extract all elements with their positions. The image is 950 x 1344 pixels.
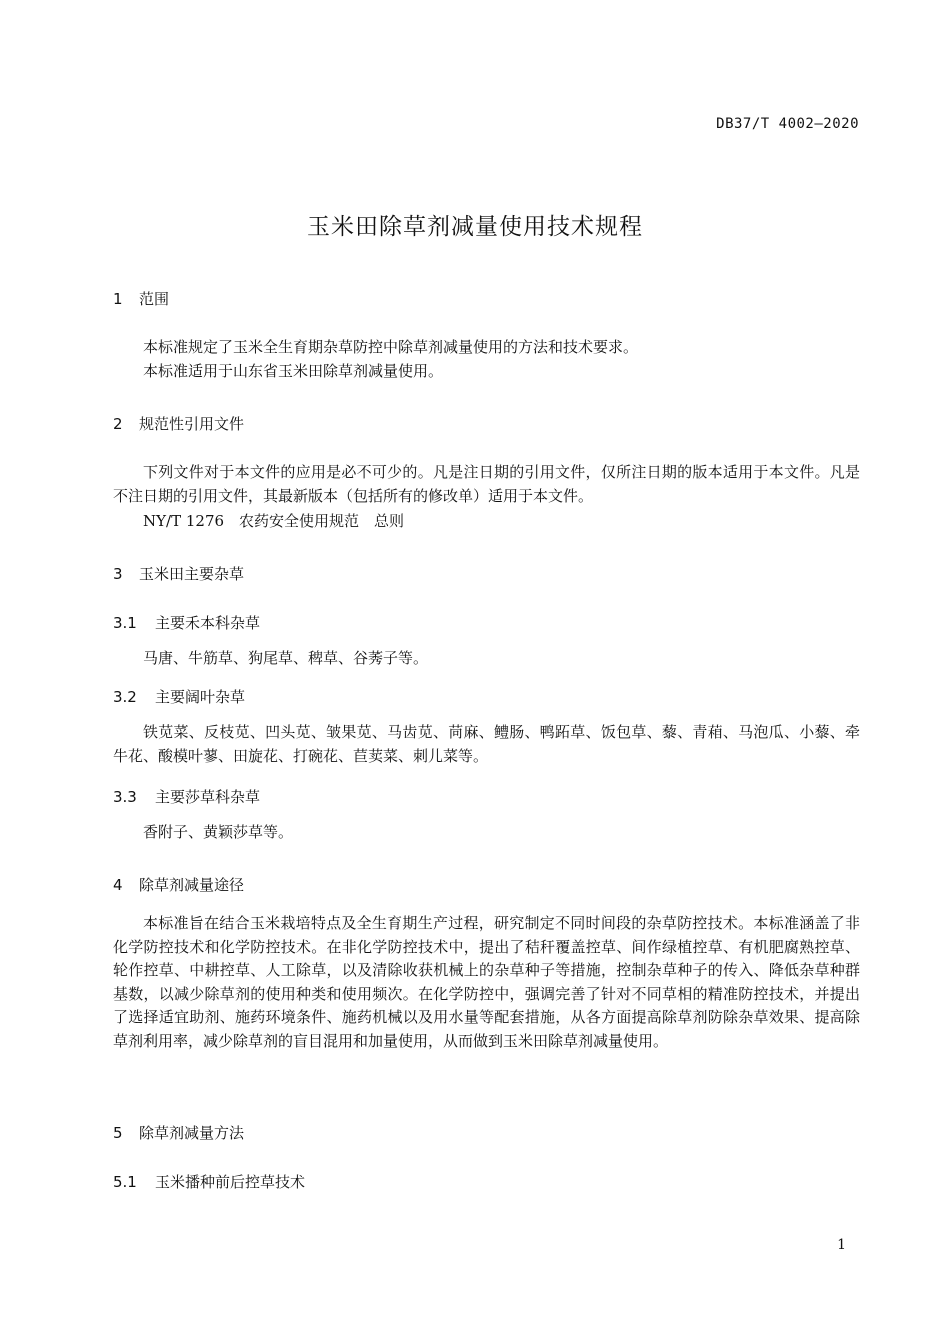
subsection-title: 主要禾本科杂草 [155, 614, 261, 632]
subsection-number: 3.3 [113, 788, 137, 806]
subsection-title: 主要阔叶杂草 [155, 688, 246, 706]
section-3-heading [113, 563, 244, 584]
paragraph: 铁苋菜、反枝苋、凹头苋、皱果苋、马齿苋、苘麻、鳢肠、鸭跖草、饭包草、藜、青葙、马泡瓜、小藜、牵牛花、酸模叶蓼、田旋花、打碗花、苣荬菜、刺儿菜等。 [113, 723, 860, 765]
section-5-heading [113, 1122, 244, 1143]
section-1-heading [113, 288, 169, 309]
document-title: 玉米田除草剂减量使用技术规程 [307, 214, 643, 240]
normative-reference: NY/T 1276 农药安全使用规范 总则 [143, 512, 405, 530]
section-4-heading [113, 874, 244, 895]
section-title: 玉米田主要杂草 [139, 565, 245, 583]
subsection-number: 5.1 [113, 1173, 137, 1191]
paragraph: 香附子、黄颖莎草等。 [143, 823, 294, 841]
subsection-3-3-heading [113, 786, 260, 807]
section-title: 除草剂减量方法 [139, 1124, 245, 1142]
subsection-number: 3.1 [113, 614, 137, 632]
subsection-5-1-heading [113, 1171, 305, 1192]
section-2-heading [113, 413, 244, 434]
subsection-3-2-heading [113, 686, 245, 707]
subsection-3-1-heading [113, 612, 260, 633]
section-number: 4 [113, 876, 123, 894]
paragraph: 马唐、牛筋草、狗尾草、稗草、谷莠子等。 [143, 649, 429, 667]
section-number: 1 [113, 290, 123, 308]
page-number: 1 [837, 1237, 846, 1253]
section-number: 2 [113, 415, 123, 433]
subsection-number: 3.2 [113, 688, 137, 706]
section-number: 3 [113, 565, 123, 583]
paragraph: 下列文件对于本文件的应用是必不可少的。凡是注日期的引用文件，仅所注日期的版本适用于本文件。凡是不注日期的引用文件，其最新版本（包括所有的修改单）适用于本文件。 [113, 463, 860, 505]
paragraph: 本标准旨在结合玉米栽培特点及全生育期生产过程，研究制定不同时间段的杂草防控技术。本标准涵盖了非化学防控技术和化学防控技术。在非化学防控技术中，提出了秸秆覆盖控草、间作绿植控草、有机肥腐熟控草、轮作控草、中耕控草、人工除草，以及清除收获机械上的杂草种子等措施，控制杂草种子的传入、降低杂草种群基数，以减少除草剂的使用种类和使用频次。在化学防控中，强调完善了针对不同草相的精准防控技术，并提出了选择适宜助剂、施药环境条件、施药机械以及用水量等配套措施，从各方面提高除草剂防除杂草效果、提高除草剂利用率，减少除草剂的盲目混用和加量使用，从而做到玉米田除草剂减量使用。 [113, 914, 860, 1050]
subsection-title: 玉米播种前后控草技术 [155, 1173, 306, 1191]
standard-code: DB37/T 4002—2020 [716, 116, 859, 132]
section-number: 5 [113, 1124, 123, 1142]
paragraph: 本标准规定了玉米全生育期杂草防控中除草剂减量使用的方法和技术要求。 [143, 338, 639, 356]
subsection-title: 主要莎草科杂草 [155, 788, 261, 806]
section-title: 规范性引用文件 [139, 415, 245, 433]
section-title: 除草剂减量途径 [139, 876, 245, 894]
paragraph: 本标准适用于山东省玉米田除草剂减量使用。 [143, 362, 444, 380]
section-title: 范围 [139, 290, 170, 308]
